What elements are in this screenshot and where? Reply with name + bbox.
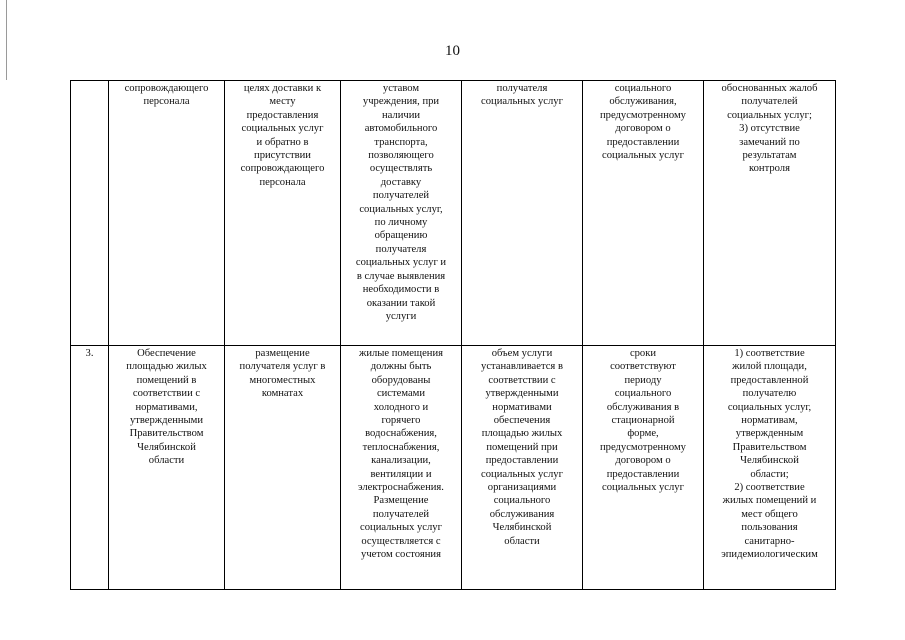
standard-cell: жилые помещения должны быть оборудованы системами холодного и горячего водоснабжения, теплоснабжения, канализации, вентиляции и электроснабжения. Размещение получателей социальных услуг осуществляется с учетом состояния [341,346,462,590]
terms-cell: социального обслуживания, предусмотренному договором о предоставлении социальных услуг [583,81,704,346]
row-number: 3. [71,346,109,590]
service-description-cell: целях доставки к месту предоставления социальных услуг и обратно в присутствии сопровождающего персонала [225,81,341,346]
standard-cell: уставом учреждения, при наличии автомобильного транспорта, позволяющего осуществлять доставку получателей социальных услуг, по личному обращению получателя социальных услуг и в случае выявления необходимости в оказании такой услуги [341,81,462,346]
service-name-cell: сопровождающего персонала [109,81,225,346]
margin-mark [6,0,7,80]
page-number: 10 [445,43,460,59]
volume-cell: объем услуги устанавливается в соответствии с утвержденными нормативами обеспечения площадью жилых помещений при предоставлении социальных услуг организациями социального обслуживания Челябинской области [462,346,583,590]
quality-indicators-cell: 1) соответствие жилой площади, предоставленной получателю социальных услуг, нормативам, утвержденным Правительством Челябинской области; 2) соответствие жилых помещений и мест общего пользования санитарно- эпидемиологическим [704,346,836,590]
terms-cell: сроки соответствуют периоду социального обслуживания в стационарной форме, предусмотренному договором о предоставлении социальных услуг [583,346,704,590]
service-name-cell: Обеспечение площадью жилых помещений в соответствии с нормативами, утвержденными Правительством Челябинской области [109,346,225,590]
volume-cell: получателя социальных услуг [462,81,583,346]
services-table [70,80,836,590]
service-description-cell: размещение получателя услуг в многоместных комнатах [225,346,341,590]
quality-indicators-cell: обоснованных жалоб получателей социальных услуг; 3) отсутствие замечаний по результатам контроля [704,81,836,346]
table-row [71,346,836,590]
row-number [71,81,109,346]
table-row [71,81,836,346]
